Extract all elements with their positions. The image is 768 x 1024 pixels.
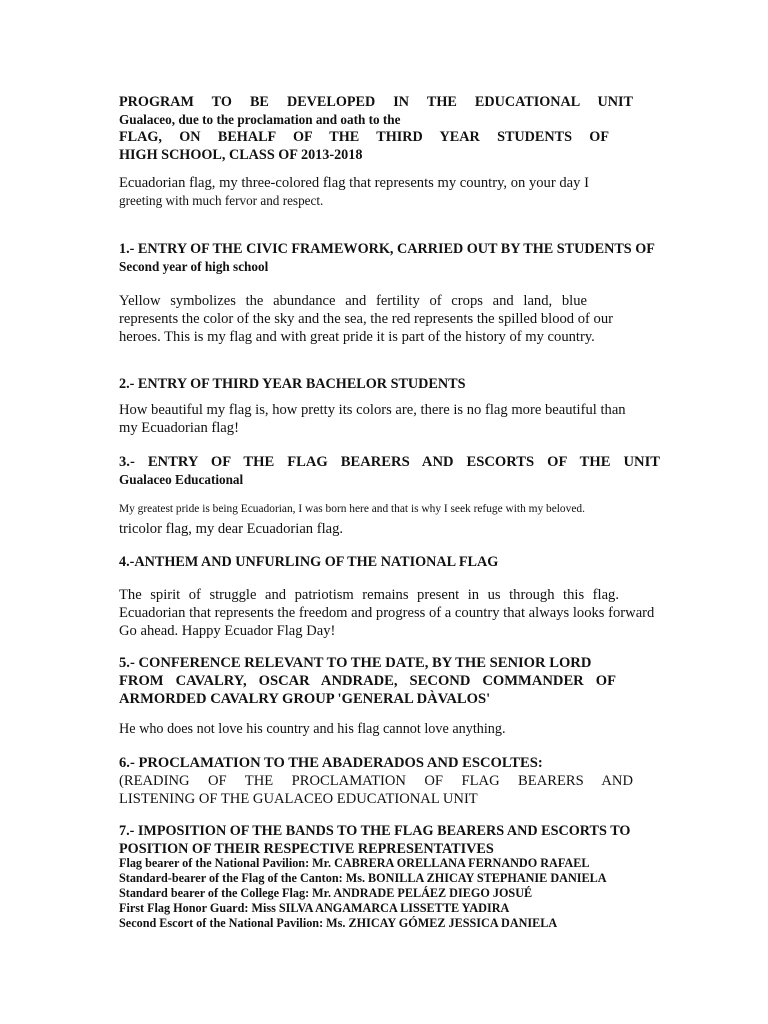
paragraph-line: Ecuadorian that represents the freedom and progress of a country that always looks forward [119, 605, 655, 621]
heading-line: FROM CAVALRY, OSCAR ANDRADE, SECOND COMMANDER OF [119, 673, 616, 689]
heading-line: Gualaceo Educational [119, 472, 244, 487]
heading-line: 2.- ENTRY OF THIRD YEAR BACHELOR STUDENTS [119, 376, 466, 392]
paragraph-line: My greatest pride is being Ecuadorian, I was born here and that is why I seek refuge with my beloved. [119, 503, 585, 515]
section-6-heading [119, 754, 543, 772]
paragraph-line: The spirit of struggle and patriotism remains present in us through this flag. [119, 587, 619, 603]
heading-line: POSITION OF THEIR RESPECTIVE REPRESENTATIVES [119, 841, 494, 857]
title-line: FLAG, ON BEHALF OF THE THIRD YEAR STUDENTS OF [119, 129, 609, 145]
title-line: PROGRAM TO BE DEVELOPED IN THE EDUCATIONAL UNIT [119, 94, 633, 110]
section-2-heading [119, 375, 466, 393]
section-4-body [119, 586, 654, 640]
section-2-body [119, 401, 626, 437]
paragraph-line: He who does not love his country and his flag cannot love anything. [119, 721, 506, 737]
list-item: Standard-bearer of the Flag of the Canton: Ms. BONILLA ZHICAY STEPHANIE DANIELA [119, 871, 607, 885]
paragraph-line: heroes. This is my flag and with great pride it is part of the history of my country. [119, 329, 595, 345]
section-6-body [119, 772, 633, 808]
paragraph-line: Go ahead. Happy Ecuador Flag Day! [119, 623, 336, 639]
heading-line: 4.-ANTHEM AND UNFURLING OF THE NATIONAL FLAG [119, 554, 499, 570]
section-3-body [119, 502, 585, 538]
paragraph-line: (READING OF THE PROCLAMATION OF FLAG BEARERS AND [119, 773, 633, 789]
section-1-heading [119, 240, 655, 275]
section-5-heading [119, 654, 616, 708]
list-item: Flag bearer of the National Pavilion: Mr. CABRERA ORELLANA FERNANDO RAFAEL [119, 856, 590, 870]
paragraph-line: represents the color of the sky and the sea, the red represents the spilled blood of our [119, 311, 614, 327]
paragraph-line: tricolor flag, my dear Ecuadorian flag. [119, 521, 344, 537]
intro-paragraph [119, 174, 589, 209]
title-line: Gualaceo, due to the proclamation and oath to the [119, 112, 401, 127]
section-5-body [119, 720, 506, 738]
list-item: Standard bearer of the College Flag: Mr. ANDRADE PELÁEZ DIEGO JOSUÉ [119, 886, 533, 900]
title-line: HIGH SCHOOL, CLASS OF 2013-2018 [119, 147, 363, 163]
heading-line: 1.- ENTRY OF THE CIVIC FRAMEWORK, CARRIED OUT BY THE STUDENTS OF [119, 241, 655, 257]
document-title [119, 93, 633, 164]
paragraph-line: LISTENING OF THE GUALACEO EDUCATIONAL UNIT [119, 791, 478, 807]
paragraph-line: my Ecuadorian flag! [119, 420, 239, 436]
heading-line: ARMORDED CAVALRY GROUP 'GENERAL DÀVALOS' [119, 691, 491, 707]
list-item: Second Escort of the National Pavilion: Ms. ZHICAY GÓMEZ JESSICA DANIELA [119, 916, 558, 930]
paragraph-line: How beautiful my flag is, how pretty its colors are, there is no flag more beautiful than [119, 402, 626, 418]
paragraph-line: greeting with much fervor and respect. [119, 193, 324, 208]
section-4-heading [119, 553, 498, 571]
paragraph-line: Ecuadorian flag, my three-colored flag that represents my country, on your day I [119, 175, 589, 191]
section-1-body [119, 292, 613, 346]
paragraph-line: Yellow symbolizes the abundance and fertility of crops and land, blue [119, 293, 587, 309]
heading-line: 6.- PROCLAMATION TO THE ABADERADOS AND ESCOLTES: [119, 755, 543, 771]
section-3-heading [119, 453, 660, 488]
heading-line: 5.- CONFERENCE RELEVANT TO THE DATE, BY THE SENIOR LORD [119, 655, 592, 671]
heading-line: 3.- ENTRY OF THE FLAG BEARERS AND ESCORTS OF THE UNIT [119, 454, 660, 470]
heading-line: 7.- IMPOSITION OF THE BANDS TO THE FLAG BEARERS AND ESCORTS TO [119, 823, 631, 839]
heading-line: Second year of high school [119, 259, 269, 274]
list-item: First Flag Honor Guard: Miss SILVA ANGAMARCA LISSETTE YADIRA [119, 901, 510, 915]
section-7-heading [119, 822, 630, 858]
flag-bearers-list [119, 856, 607, 931]
